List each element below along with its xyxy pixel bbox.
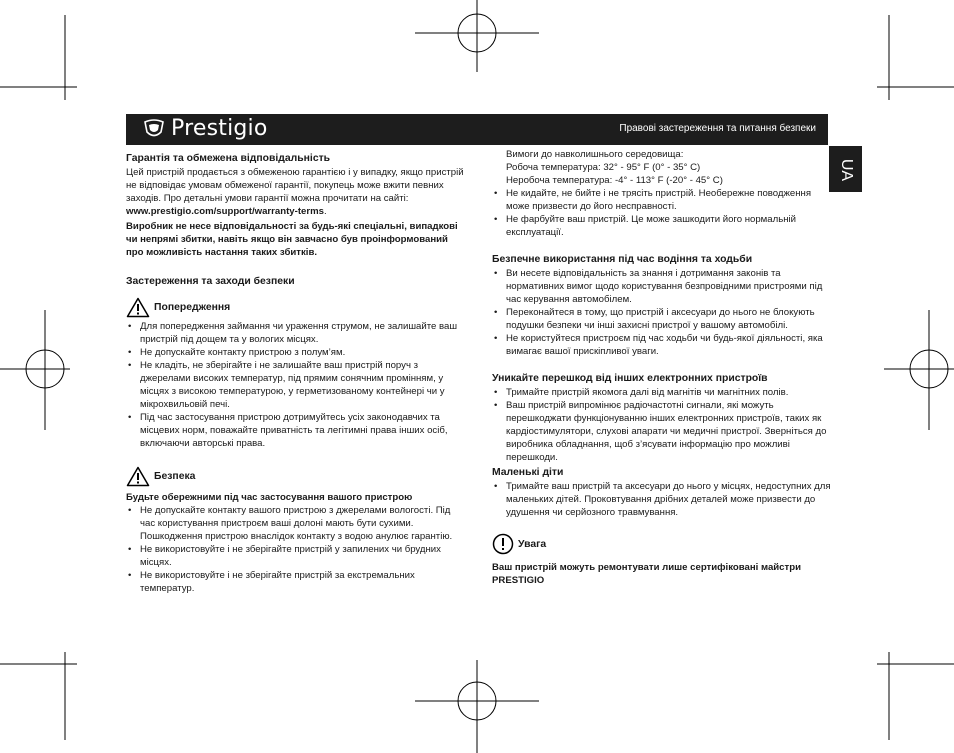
children-heading: Маленькі діти	[492, 467, 564, 478]
warnings-list	[126, 320, 466, 450]
warranty-text	[126, 166, 466, 218]
list-item: • Тримайте пристрій якомога далі від магнітів чи магнітних полів.	[492, 386, 832, 399]
security-heading	[126, 466, 466, 487]
brand-name: Prestigio	[171, 116, 268, 141]
warranty-dot: .	[323, 206, 327, 217]
header-title: Правові застереження та питання безпеки	[619, 123, 816, 134]
warranty-heading: Гарантія та обмежена відповідальність	[126, 153, 331, 164]
crest-icon	[142, 117, 166, 141]
careful-list	[126, 504, 466, 595]
list-item: • Не допускайте контакту вашого пристрою з джерелами вологості. Під час користування пристроєм ваші долоні мають бути сухими. Пошкодження пристрою внаслідок контакту з водою анулює гарантію.	[126, 504, 466, 543]
list-item: • Не фарбуйте ваш пристрій. Це може зашкодити його нормальній експлуатації.	[492, 213, 832, 239]
env-line: Неробоча температура: -4° - 113° F (-20° - 45° C)	[506, 175, 723, 186]
env-line: Вимоги до навколишнього середовища:	[506, 149, 684, 160]
warnings-heading-label: Попередження	[154, 302, 231, 313]
list-item: • Не кладіть, не зберігайте і не залишайте ваш пристрій поруч з джерелами високих температур, під прямим сонячним промінням, у місцях з високою температурою, у герметизованому контейнері чи у мікрохвильовій печі.	[126, 359, 466, 411]
liability-note: Виробник не несе відповідальності за будь-які спеціальні, випадкові чи непрямі збитки, навіть якщо він завчасно був проінформований про можливість настання таких збитків.	[126, 221, 458, 258]
attention-heading-label: Увага	[518, 538, 547, 550]
warning-triangle-icon	[126, 466, 150, 487]
driving-heading: Безпечне використання під час водіння та ходьби	[492, 254, 753, 265]
list-item: • Не допускайте контакту пристрою з полум’ям.	[126, 346, 466, 359]
list-item: • Для попередження займання чи ураження струмом, не залишайте ваш пристрій під дощем та у вологих місцях.	[126, 320, 466, 346]
header-bar	[126, 114, 828, 145]
list-item: • Ваш пристрій випромінює радіочастотні сигнали, які можуть перешкоджати функціонуванню інших електронних пристроїв, таких як кардіостимулятори, слухові апарати чи медичні пристрої. Зверніться до виробника обладнання, щоб з’ясувати інформацію про можливі перешкоди.	[492, 399, 832, 464]
list-item: • Не використовуйте і не зберігайте пристрій за екстремальних температур.	[126, 569, 466, 595]
repair-note: Ваш пристрій можуть ремонтувати лише сертифіковані майстри PRESTIGIO	[492, 562, 801, 586]
list-item: • Не користуйтеся пристроєм під час ходьби чи будь-якої діяльності, яка вимагає вашої прискіпливої уваги.	[492, 332, 832, 358]
careful-heading: Будьте обережними під час застосування вашого пристрою	[126, 492, 413, 503]
attention-heading	[492, 533, 832, 555]
exclamation-circle-icon	[492, 533, 514, 555]
warranty-body: Цей пристрій продається з обмеженою гарантією і у випадку, якщо пристрій не відповідає умовам обмеженої гарантії, покупець може вжити певних заходів. Про детальні умови гарантії можна прочитати на сайті:	[126, 167, 464, 204]
warranty-link[interactable]: www.prestigio.com/support/warranty-terms	[126, 206, 324, 217]
list-item: • Переконайтеся в тому, що пристрій і аксесуари до нього не блокують подушки безпеки чи інші захисні пристрої у вашому автомобілі.	[492, 306, 832, 332]
safety-heading: Застереження та заходи безпеки	[126, 276, 295, 287]
warning-triangle-icon	[126, 297, 150, 318]
children-list	[492, 480, 832, 519]
brand-logo	[142, 117, 268, 141]
right-column	[492, 148, 832, 587]
interference-heading: Уникайте перешкод від інших електронних пристроїв	[492, 373, 768, 384]
list-item: • Ви несете відповідальність за знання і дотримання законів та нормативних вимог щодо користування безпровідними пристроями під час керування автомобілем.	[492, 267, 832, 306]
language-tab-label: UA	[838, 158, 855, 182]
security-heading-label: Безпека	[154, 471, 196, 482]
language-tab	[829, 146, 862, 192]
warnings-heading	[126, 297, 466, 318]
driving-list	[492, 267, 832, 358]
list-item: • Під час застосування пристрою дотримуйтесь усіх законодавчих та місцевих норм, поважайте приватність та легітимні права інших осіб, включаючи авторські права.	[126, 411, 466, 450]
list-item: • Не кидайте, не бийте і не трясіть пристрій. Необережне поводження може призвести до його несправності.	[492, 187, 832, 213]
env-line: Робоча температура: 32° - 95° F (0° - 35° C)	[506, 162, 701, 173]
interference-list	[492, 386, 832, 464]
left-column	[126, 148, 466, 595]
list-item: • Тримайте ваш пристрій та аксесуари до нього у місцях, недоступних для маленьких дітей. Проковтування дрібних деталей може призвести до удушення чи серйозного травмування.	[492, 480, 832, 519]
list-item: • Не використовуйте і не зберігайте пристрій у запилених чи брудних місцях.	[126, 543, 466, 569]
env-list	[492, 187, 832, 239]
